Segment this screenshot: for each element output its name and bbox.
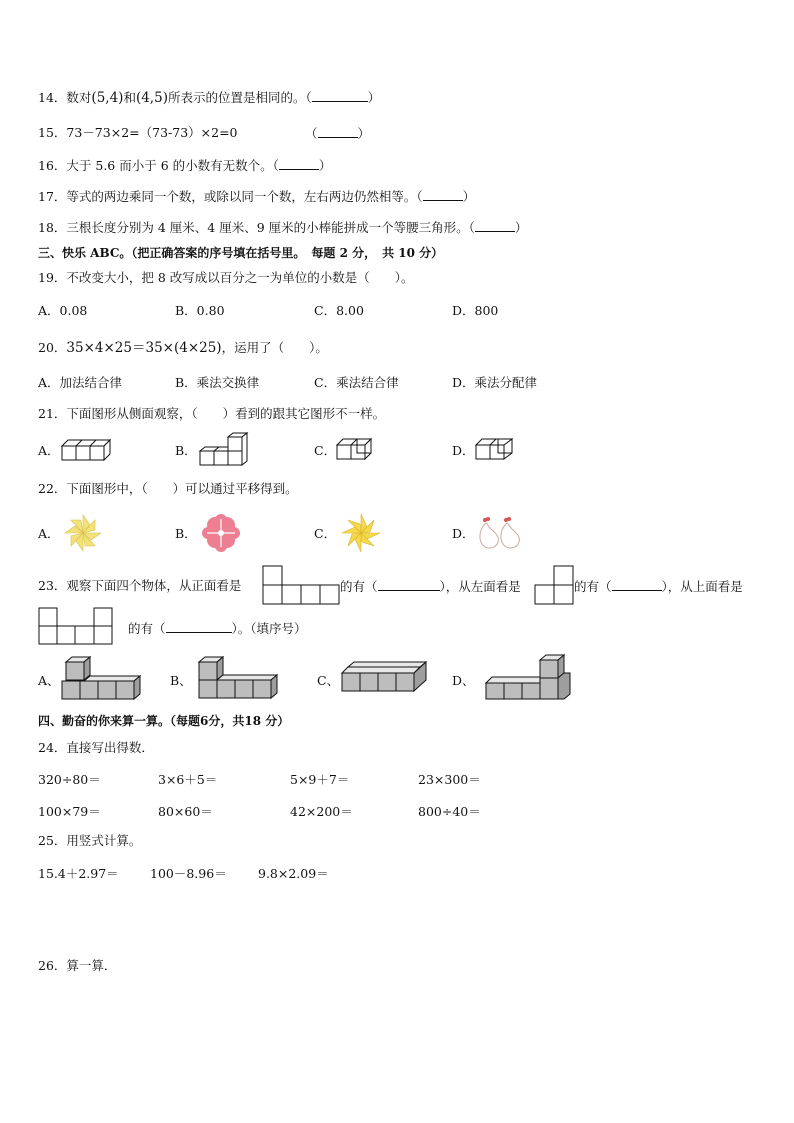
q24-item-3: 5×9＋7＝ <box>290 772 350 787</box>
q23-text-mid4: ），从上面看是 <box>661 579 743 594</box>
q14-text-pre: 数对 <box>66 90 92 105</box>
q22-option-b-flower-image <box>200 513 242 553</box>
question-23-line-2 <box>128 620 307 637</box>
question-18 <box>38 219 527 236</box>
q22-option-d-chickens-image <box>476 514 522 552</box>
q20-number: 20． <box>38 340 67 355</box>
q19-option-b[interactable]: B．0.80 <box>175 303 225 318</box>
q23-top-answer-blank[interactable] <box>166 620 232 633</box>
question-17 <box>38 188 475 205</box>
q23-option-b-label[interactable]: B、 <box>170 673 192 688</box>
q17-close: ） <box>462 189 476 204</box>
q23-front-view-shape <box>262 565 340 607</box>
q22-option-c-label[interactable]: C． <box>314 526 337 541</box>
q20-option-c[interactable]: C．乘法结合律 <box>314 375 399 390</box>
question-14 <box>38 89 380 106</box>
q22-option-b-label[interactable]: B． <box>175 526 197 541</box>
q21-option-a-cubes <box>60 437 116 465</box>
q24-item-4: 23×300＝ <box>418 772 481 787</box>
q21-option-d-cubes <box>474 436 522 464</box>
q23-left-view-shape <box>534 565 574 607</box>
q14-text-post: 所表示的位置是相同的。（ <box>167 90 312 105</box>
question-23-line-1c <box>574 578 743 595</box>
q18-answer-blank[interactable] <box>475 219 515 232</box>
q20-formula: 35×4×25＝35×(4×25) <box>66 340 222 356</box>
q19-option-d[interactable]: D．800 <box>452 303 499 318</box>
q23-text-mid3: 的有（ <box>574 579 612 594</box>
q15-close: ） <box>357 126 371 141</box>
q21-option-b-label[interactable]: B． <box>175 443 197 458</box>
q20-option-a[interactable]: A．加法结合律 <box>38 375 123 390</box>
question-22: 22．下面图形中，（ ）可以通过平移得到。 <box>38 481 298 496</box>
q23-text-post: ）。（填序号） <box>231 621 307 636</box>
q22-option-a-label[interactable]: A． <box>38 526 60 541</box>
q15-open: （ <box>305 126 318 141</box>
q23-option-b-solid <box>196 654 284 704</box>
q19-option-c[interactable]: C．8.00 <box>314 303 364 318</box>
section-4-heading: 四、勤奋的你来算一算。（每题6分，共18 分） <box>38 714 290 728</box>
q24-item-2: 3×6＋5＝ <box>158 772 218 787</box>
q20-option-b[interactable]: B．乘法交换律 <box>175 375 260 390</box>
q23-option-d-solid <box>484 654 574 704</box>
q14-text-mid: 和 <box>123 90 136 105</box>
q19-option-a[interactable]: A．0.08 <box>38 303 88 318</box>
q22-option-c-star-image <box>340 512 382 554</box>
q20-option-d[interactable]: D．乘法分配律 <box>452 375 538 390</box>
section-3-heading: 三、快乐 ABC。（把正确答案的序号填在括号里。 每题 2 分， 共 10 分） <box>38 246 444 260</box>
q23-option-a-solid <box>60 654 144 704</box>
q23-top-view-shape <box>38 607 114 647</box>
question-25: 25．用竖式计算。 <box>38 833 142 848</box>
q24-item-6: 80×60＝ <box>158 804 213 819</box>
q24-item-5: 100×79＝ <box>38 804 101 819</box>
q24-item-7: 42×200＝ <box>290 804 353 819</box>
q21-option-c-label[interactable]: C． <box>314 443 337 458</box>
q24-item-1: 320÷80＝ <box>38 772 101 787</box>
q14-close: ） <box>367 90 381 105</box>
q15-answer <box>305 125 370 142</box>
question-16 <box>38 157 331 174</box>
question-15 <box>38 125 238 141</box>
q23-text-mid1: 的有（ <box>340 579 378 594</box>
q22-option-a-pinwheel-image <box>62 513 104 553</box>
q14-number: 14． <box>38 90 67 105</box>
q17-text: 17．等式的两边乘同一个数，或除以同一个数，左右两边仍然相等。（ <box>38 189 423 204</box>
question-19: 19．不改变大小，把 8 改写成以百分之一为单位的小数是（ ）。 <box>38 270 414 285</box>
q15-text: 15．73－73×2=（73-73）×2=0 <box>38 125 238 140</box>
question-21: 21．下面图形从侧面观察，（ ）看到的跟其它图形不一样。 <box>38 406 386 421</box>
question-23-line-1b <box>340 578 521 595</box>
q23-text-mid2: ），从左面看是 <box>439 579 521 594</box>
q14-answer-blank[interactable] <box>312 89 368 102</box>
q16-answer-blank[interactable] <box>279 157 319 170</box>
q16-text: 16．大于 5.6 而小于 6 的小数有无数个。（ <box>38 158 279 173</box>
q18-close: ） <box>514 220 528 235</box>
q23-front-answer-blank[interactable] <box>378 578 440 591</box>
q21-option-c-cubes <box>335 436 383 464</box>
question-20 <box>38 340 328 356</box>
q23-left-answer-blank[interactable] <box>612 578 662 591</box>
question-24: 24．直接写出得数． <box>38 740 154 755</box>
q25-item-3: 9.8×2.09＝ <box>258 866 329 881</box>
q23-text-pre: 23．观察下面四个物体，从正面看是 <box>38 578 242 593</box>
q21-option-b-cubes <box>198 432 254 468</box>
q15-answer-blank[interactable] <box>318 125 358 138</box>
q14-pair-b: (4,5) <box>135 90 168 106</box>
q21-option-d-label[interactable]: D． <box>452 443 475 458</box>
q23-option-a-label[interactable]: A、 <box>38 673 60 688</box>
q24-item-8: 800÷40＝ <box>418 804 481 819</box>
q25-item-1: 15.4＋2.97＝ <box>38 866 119 881</box>
q23-option-d-label[interactable]: D、 <box>452 673 475 688</box>
q18-text: 18．三根长度分别为 4 厘米、4 厘米、9 厘米的小棒能拼成一个等腰三角形。（ <box>38 220 475 235</box>
q25-item-2: 100－8.96＝ <box>150 866 227 881</box>
q20-text: ，运用了（ ）。 <box>221 340 328 355</box>
q23-text-mid5: 的有（ <box>128 621 166 636</box>
q23-option-c-solid <box>340 660 432 698</box>
q22-option-d-label[interactable]: D． <box>452 526 475 541</box>
question-23-line-1 <box>38 578 241 594</box>
question-26: 26．算一算． <box>38 958 117 973</box>
q16-close: ） <box>318 158 332 173</box>
q17-answer-blank[interactable] <box>423 188 463 201</box>
q23-option-c-label[interactable]: C、 <box>317 673 340 688</box>
q21-option-a-label[interactable]: A． <box>38 443 60 458</box>
q14-pair-a: (5,4) <box>91 90 124 106</box>
